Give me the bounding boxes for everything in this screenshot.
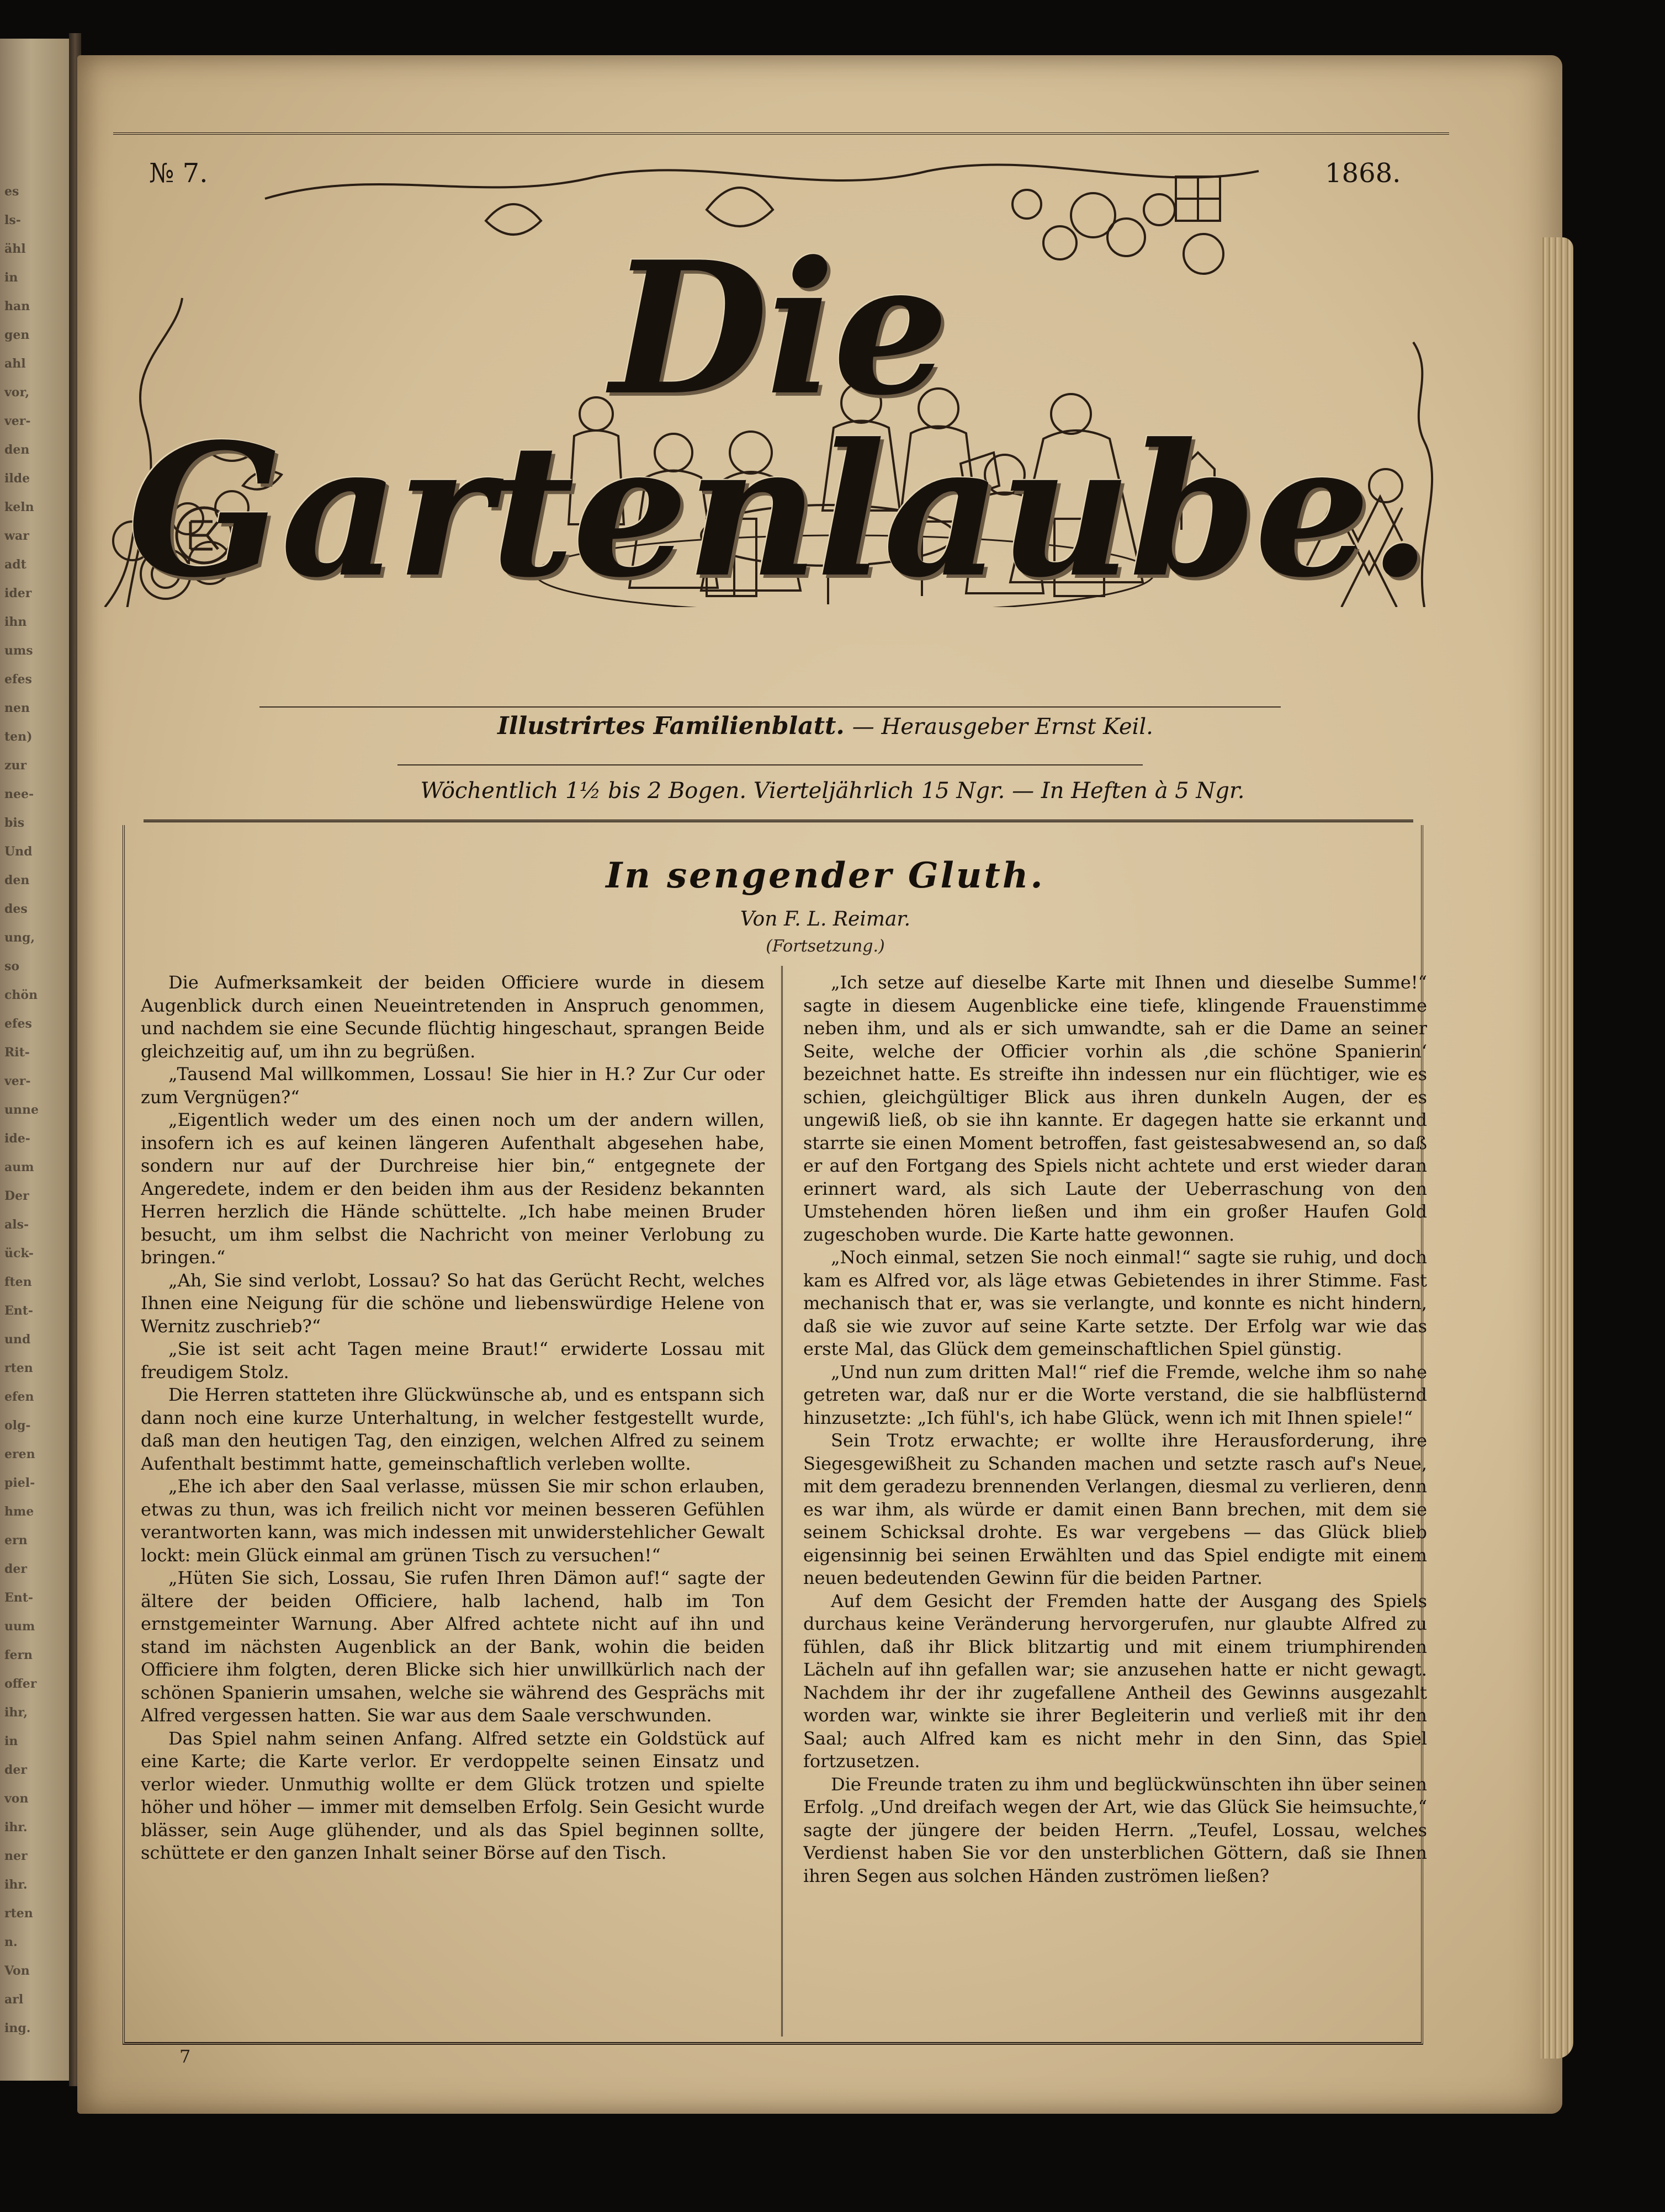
masthead-publisher: — Herausgeber Ernst Keil.: [852, 714, 1153, 740]
left-page-fragment: Ent-: [4, 1591, 34, 1605]
article-paragraph: „Hüten Sie sich, Lossau, Sie rufen Ihren Dämon auf!“ sagte der ältere der beiden Officiere, halb lachend, halb im Ton ernstgemeinter Warnung. Aber Alfred achtete nicht auf ihn und stand im nächsten Augenblick an der Bank, wohin die beiden Officiere ihm folgten, deren Blicke sich hier unwillkürlich nach der schönen Spanierin umsahen, welche sie während des Gesprächs mit Alfred vergessen hatten. Sie war aus dem Saale verschwunden.: [141, 1567, 765, 1726]
article-continuation-note: (Fortsetzung.): [766, 937, 885, 956]
left-page-fragment: ihr.: [4, 1820, 28, 1835]
left-page-fragment: Von: [4, 1964, 30, 1978]
article-paragraph: „Ah, Sie sind verlobt, Lossau? So hat das Gerücht Recht, welches Ihnen eine Neigung für die schöne und liebenswürdige Helene von Wernitz zuschrieb?“: [141, 1269, 765, 1337]
left-page-fragment: uum: [4, 1619, 35, 1634]
left-page-fragment: gen: [4, 328, 30, 342]
left-page-fragment: hme: [4, 1504, 34, 1519]
left-page-fragment: rten: [4, 1906, 33, 1921]
left-page-fragment: den: [4, 873, 30, 887]
article-paragraph: Die Freunde traten zu ihm und beglückwünschten ihn über seinen Erfolg. „Und dreifach wegen der Art, wie das Glück Sie heimsuchte,“ sagte der jüngere der beiden Herrn. „Teufel, Lossau, welches Verdienst haben Sie vor den unsterblichen Göttern, daß sie Ihnen ihren Segen aus solchen Händen zuströmen ließen?: [803, 1773, 1427, 1886]
left-page-fragment: zur: [4, 758, 27, 773]
left-page-fragment: der: [4, 1763, 27, 1777]
left-page-fragment: ver-: [4, 1074, 31, 1088]
left-page-fragment: Rit-: [4, 1045, 30, 1060]
article-column-left: [141, 971, 765, 2012]
left-page-fragment: ihr,: [4, 1705, 28, 1720]
left-page-fragment: war: [4, 529, 29, 543]
left-page-fragment: ihn: [4, 615, 27, 629]
left-page-fragment: in: [4, 1734, 18, 1748]
left-page-fragment: des: [4, 902, 28, 916]
article-paragraph: Das Spiel nahm seinen Anfang. Alfred setzte ein Goldstück auf eine Karte; die Karte verlor. Er verdoppelte seinen Einsatz und verlor wieder. Unmuthig wollte er dem Glück trotzen und spielte höher und höher — immer mit demselben Erfolg. Sein Gesicht wurde blässer, sein Auge glühender, und als das Spiel beginnen sollte, schüttete er den ganzen Inhalt seiner Börse auf den Tisch.: [141, 1727, 765, 1863]
left-page-fragment: Und: [4, 844, 33, 859]
left-page-fragment: ide-: [4, 1131, 30, 1146]
left-page-fragment: als-: [4, 1217, 29, 1232]
left-page-fragment: nee-: [4, 787, 34, 801]
left-page-fragment: ften: [4, 1275, 32, 1289]
left-page-fragment: Der: [4, 1189, 29, 1203]
left-page-fragment: und: [4, 1332, 31, 1347]
left-page-fragment: ver-: [4, 414, 31, 428]
article-author: Von F. L. Reimar.: [740, 908, 911, 930]
left-page-fragment: offer: [4, 1677, 37, 1691]
article-paragraph: Die Aufmerksamkeit der beiden Officiere wurde in diesem Augenblick durch einen Neueintretenden in Anspruch genommen, und nachdem sie eine Secunde flüchtig hingeschaut, sprangen Beide gleichzeitig auf, um ihn zu begrüßen.: [141, 972, 765, 1062]
article-paragraph: „Eigentlich weder um des einen noch um der andern willen, insofern ich es auf keinen längeren Aufenthalt abgesehen habe, sondern nur auf der Durchreise hier bin,“ entgegnete der Angeredete, indem er den beiden ihm aus der Residenz bekannten Herren herzlich die Hände schüttelte. „Ich habe meinen Bruder besucht, um ihm selbst die Nachricht von meiner Verlobung zu bringen.“: [141, 1109, 765, 1268]
left-page-fragment: efes: [4, 1017, 32, 1031]
left-page-fragment: han: [4, 299, 30, 313]
left-page-fragment: so: [4, 959, 20, 974]
left-page-fragment: bis: [4, 816, 25, 830]
left-page-fragment: ung,: [4, 930, 35, 945]
left-page-fragment: ten): [4, 730, 33, 744]
left-page-fragment: efes: [4, 672, 32, 687]
article-paragraph: „Und nun zum dritten Mal!“ rief die Fremde, welche ihm so nahe getreten war, daß nur er die Worte verstand, die sie halbflüsternd hinzusetzte: „Ich fühl's, ich habe Glück, wenn ich mit Ihnen spiele!“: [803, 1361, 1427, 1428]
article-column-right: [803, 971, 1427, 2012]
left-page-fragment: nen: [4, 701, 30, 715]
page-stack-edge: [1540, 237, 1573, 2059]
left-page-fragment: vor,: [4, 385, 30, 400]
left-page-fragment: fern: [4, 1648, 33, 1662]
article-paragraph: Auf dem Gesicht der Fremden hatte der Ausgang des Spiels durchaus keine Veränderung hervorgerufen, nur glaubte Alfred zu fühlen, daß ihr Blick blitzartig und mit einem triumphirenden Lächeln auf ihn gefallen war; sie anzusehen hatte er nicht gewagt. Nachdem ihr der ihr zugefallene Antheil des Gewinns ausgezahlt worden war, winkte sie ihrer Begleiterin und verließ mit ihr den Saal; auch Alfred kam es nicht mehr in den Sinn, das Spiel fortzusetzen.: [803, 1590, 1427, 1772]
left-page-fragment: ähl: [4, 242, 26, 256]
article-title: In sengender Gluth.: [606, 855, 1045, 896]
article-paragraph: „Tausend Mal willkommen, Lossau! Sie hier in H.? Zur Cur oder zum Vergnügen?“: [141, 1064, 765, 1108]
left-page-fragment: adt: [4, 557, 26, 572]
masthead-subtitle: Illustrirtes Familienblatt.: [497, 712, 845, 740]
left-page-fragment: ls-: [4, 213, 21, 227]
left-page-fragment: ern: [4, 1533, 28, 1548]
left-page-fragment: Ent-: [4, 1304, 34, 1318]
article-paragraph: „Sie ist seit acht Tagen meine Braut!“ erwiderte Lossau mit freudigem Stolz.: [141, 1338, 765, 1382]
left-page-fragment: keln: [4, 500, 34, 514]
masthead-title-block: [99, 155, 1457, 618]
left-page-fragment: ing.: [4, 2021, 31, 2035]
article-paragraph: „Ehe ich aber den Saal verlasse, müssen Sie mir schon erlauben, etwas zu thun, was ich freilich nicht vor meinen besseren Gefühlen verantworten kann, was mich indessen mit unwiderstehlicher Gewalt lockt: mein Glück einmal am grünen Tisch zu versuchen!“: [141, 1476, 765, 1566]
left-page-fragment: rten: [4, 1361, 33, 1375]
subtitle-rule-top: [259, 706, 1281, 708]
article-paragraph: Die Herren statteten ihre Glückwünsche ab, und es entspann sich dann noch eine kurze Unterhaltung, in welcher festgestellt wurde, daß man den heutigen Tag, den einzigen, welchen Alfred zu seinem Aufenthalt bestimmt hatte, gemeinschaftlich verleben wollte.: [141, 1384, 765, 1474]
left-page-fragment: der: [4, 1562, 27, 1576]
subtitle-rule-bottom: [397, 764, 1143, 765]
left-page-fragment: ück-: [4, 1246, 34, 1261]
article-paragraph: „Noch einmal, setzen Sie noch einmal!“ sagte sie ruhig, und doch kam es Alfred vor, als läge etwas Gebietendes in ihrer Stimme. Fast mechanisch that er, was sie verlangte, und konnte es nicht hindern, daß sie wie zuvor auf seine Karte setzte. Der Erfolg war wie das erste Mal, das Glück dem gemeinschaftlichen Spiel günstig.: [803, 1247, 1427, 1359]
left-page-edge: [0, 39, 71, 2081]
left-page-fragment: n.: [4, 1935, 18, 1949]
article-paragraph: Sein Trotz erwachte; er wollte ihre Herausforderung, ihre Siegesgewißheit zu Schanden machen und setzte rasch auf's Neue, mit dem geradezu brennenden Verlangen, diesmal zu verlieren, denn es war ihm, als würde er damit einen Bann brechen, mit dem sie seinem Schicksal drohte. Es war vergebens — das Glück blieb eigensinnig bei seinen Erwählten und das Spiel endigte mit einem neuen bedeutenden Gewinn für die beiden Partner.: [803, 1430, 1427, 1588]
left-page-fragment: efen: [4, 1390, 34, 1404]
left-page-fragment: olg-: [4, 1418, 31, 1433]
column-divider: [781, 966, 783, 2036]
left-page-fragment: in: [4, 270, 18, 285]
left-page-fragment: piel-: [4, 1476, 35, 1490]
left-page-fragment: ihr.: [4, 1878, 28, 1892]
left-page-fragment: arl: [4, 1992, 24, 2007]
left-page-fragment: es: [4, 184, 19, 199]
left-page-fragment: ider: [4, 586, 32, 600]
issue-number: № 7.: [149, 158, 208, 189]
left-page-fragment: chön: [4, 988, 38, 1002]
price-line: Wöchentlich 1½ bis 2 Bogen. Vierteljährlich 15 Ngr. — In Heften à 5 Ngr.: [420, 778, 1245, 804]
masthead-subtitle-line: [0, 712, 1651, 740]
article-paragraph: „Ich setze auf dieselbe Karte mit Ihnen und dieselbe Summe!“ sagte in diesem Augenblicke eine tiefe, klingende Frauenstimme neben ihm, und als er sich umwandte, sah er die Dame an seiner Seite, welche der Officier vorhin als ‚die schöne Spanierin‘ bezeichnet hatte. Es streifte ihn indessen nur ein flüchtiger, wie es schien, gleichgültiger Blick aus ihren dunkeln Augen, der es ungewiß ließ, ob sie ihn kannte. Er dagegen hatte sie erkannt und starrte sie einen Moment betroffen, fast geistesabwesend an, so daß er auf den Fortgang des Spiels nicht achtete und erst wieder daran erinnert ward, als sich Laute der Ueberraschung von den Umstehenden hören ließen und ihm ein großer Haufen Gold zugeschoben wurde. Die Karte hatte gewonnen.: [803, 972, 1427, 1245]
left-page-fragment: ner: [4, 1849, 28, 1863]
left-page-fragment: von: [4, 1791, 29, 1806]
left-page-fragment: ahl: [4, 357, 26, 371]
page-number: 7: [179, 2046, 191, 2067]
masthead-title: Die Gartenlaube.: [127, 221, 1430, 618]
left-page-fragment: aum: [4, 1160, 34, 1174]
left-page-fragment: ilde: [4, 471, 30, 486]
issue-year: 1868.: [1325, 158, 1401, 189]
left-page-fragment: unne: [4, 1103, 39, 1117]
left-page-fragment: eren: [4, 1447, 35, 1461]
price-rule: [144, 820, 1413, 822]
left-page-fragment: ums: [4, 644, 33, 658]
left-page-fragment: den: [4, 443, 30, 457]
